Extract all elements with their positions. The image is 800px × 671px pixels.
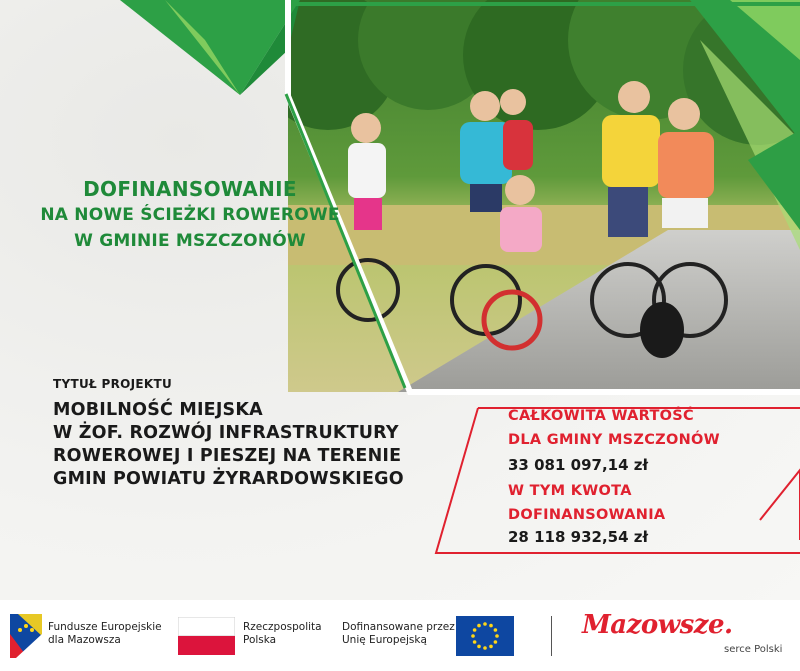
project-label: TYTUŁ PROJEKTU (53, 377, 173, 391)
eu-line-1: Dofinansowane przez (342, 621, 455, 633)
project-title-line: ROWEROWEJ I PIESZEJ NA TERENIE (53, 446, 402, 466)
project-title-line: W ŻOF. ROZWÓJ INFRASTRUKTURY (53, 423, 399, 443)
headline-line-2: NA NOWE ŚCIEŻKI ROWEROWE (40, 205, 340, 225)
rp-line-2: Polska (243, 634, 277, 646)
project-title (53, 399, 453, 491)
footer-logos (0, 600, 800, 671)
headline-line-3: W GMINIE MSZCZONÓW (74, 231, 306, 251)
polish-flag-icon (178, 617, 235, 655)
value-box-corner-line (760, 470, 800, 540)
fe-logo-text (48, 621, 162, 647)
mazowsze-tagline: serce Polski (724, 644, 783, 655)
mazowsze-logo: Mazowsze. (582, 610, 733, 640)
grant-amount: 28 118 932,54 zł (508, 528, 649, 546)
total-value-label-2: DLA GMINY MSZCZONÓW (508, 432, 720, 448)
headline (0, 176, 380, 254)
project-title-line: MOBILNOŚĆ MIEJSKA (53, 400, 263, 420)
eu-line-2: Unię Europejską (342, 634, 427, 646)
grant-label-2: DOFINANSOWANIA (508, 507, 666, 523)
total-value-label-1: CAŁKOWITA WARTOŚĆ (508, 408, 694, 424)
project-title-line: GMIN POWIATU ŻYRARDOWSKIEGO (53, 469, 404, 489)
eu-logo-text (342, 621, 455, 647)
total-value-amount: 33 081 097,14 zł (508, 456, 649, 474)
eu-flag-icon (456, 616, 514, 656)
fe-line-1: Fundusze Europejskie (48, 621, 162, 633)
rp-line-1: Rzeczpospolita (243, 621, 322, 633)
fundusze-europejskie-logo (10, 614, 42, 658)
footer-divider (551, 616, 552, 656)
rp-logo-text (243, 621, 322, 647)
grant-label-1: W TYM KWOTA (508, 483, 632, 499)
headline-line-1: DOFINANSOWANIE (83, 177, 297, 201)
fe-line-2: dla Mazowsza (48, 634, 121, 646)
